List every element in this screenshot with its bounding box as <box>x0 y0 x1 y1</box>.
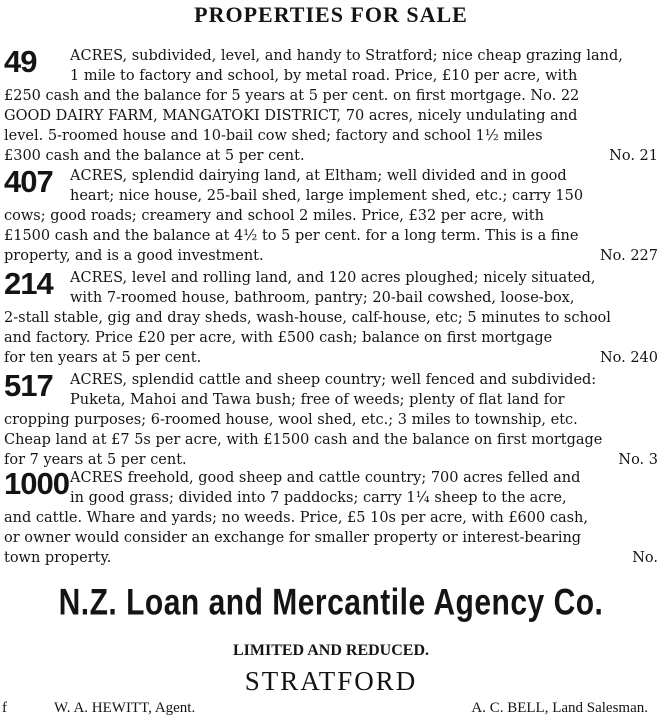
listing-line: town property. <box>4 550 112 566</box>
listing-line: £250 cash and the balance for 5 years at 5 per cent. on first mortgage. No. 22 <box>4 88 580 104</box>
listing-line: property, and is a good investment. <box>4 248 264 264</box>
listing-line: level. 5-roomed house and 10-bail cow shed; factory and school 1½ miles <box>4 128 543 144</box>
listing-line: £300 cash and the balance at 5 per cent. <box>4 148 305 164</box>
listing-line: for ten years at 5 per cent. <box>4 350 202 366</box>
listing-ref-number: No. 21 <box>609 148 658 164</box>
listing-line: ACRES, level and rolling land, and 120 acres ploughed; nicely situated, <box>70 270 596 286</box>
agent-name: W. A. HEWITT, Agent. <box>54 700 196 716</box>
listing-line: GOOD DAIRY FARM, MANGATOKI DISTRICT, 70 acres, nicely undulating and <box>4 108 578 124</box>
listing-acres-number: 214 <box>4 266 53 301</box>
footer <box>0 700 662 720</box>
listing-ref-number: No. <box>632 550 658 566</box>
listing-line: with 7-roomed house, bathroom, pantry; 20-bail cowshed, loose-box, <box>70 290 575 306</box>
listing-line: £1500 cash and the balance at 4½ to 5 per cent. for a long term. This is a fine <box>4 228 579 244</box>
page-title: PROPERTIES FOR SALE <box>194 2 468 27</box>
listing-line: heart; nice house, 25-bail shed, large implement shed, etc.; carry 150 <box>70 188 584 204</box>
listing-line: ACRES, splendid dairying land, at Eltham; well divided and in good <box>70 168 567 184</box>
listing-line: 2-stall stable, gig and dray sheds, wash-house, calf-house, etc; 5 minutes to school <box>4 310 611 326</box>
listing-line: and cattle. Whare and yards; no weeds. Price, £5 10s per acre, with £600 cash, <box>4 510 588 526</box>
agency-town: STRATFORD <box>244 666 418 696</box>
listing-line: Puketa, Mahoi and Tawa bush; free of weeds; plenty of flat land for <box>70 392 565 408</box>
salesman-name: A. C. BELL, Land Salesman. <box>471 700 648 716</box>
listing-line: ACRES, splendid cattle and sheep country; well fenced and subdivided: <box>70 372 597 388</box>
listing-acres-number: 517 <box>4 368 53 403</box>
listing-acres-number: 49 <box>4 44 37 79</box>
listing-ref-number: No. 240 <box>599 350 658 366</box>
listing-line: 1 mile to factory and school, by metal road. Price, £10 per acre, with <box>70 68 578 84</box>
listing-line: for 7 years at 5 per cent. <box>4 452 187 468</box>
listing-line: in good grass; divided into 7 paddocks; carry 1¼ sheep to the acre, <box>70 490 567 506</box>
listing-line: and factory. Price £20 per acre, with £500 cash; balance on first mortgage <box>4 330 553 346</box>
listing-line: ACRES, subdivided, level, and handy to Stratford; nice cheap grazing land, <box>70 48 623 64</box>
listing-line: Cheap land at £7 5s per acre, with £1500 cash and the balance on first mortgage <box>4 432 603 448</box>
agency-limited-line: LIMITED AND REDUCED. <box>232 642 430 659</box>
footer-mark: f <box>2 700 7 716</box>
listing-acres-number: 407 <box>4 164 53 199</box>
listing-line: or owner would consider an exchange for smaller property or interest-bearing <box>4 530 582 546</box>
listing-line: cows; good roads; creamery and school 2 miles. Price, £32 per acre, with <box>4 208 544 224</box>
agency-name: N.Z. Loan and Mercantile Agency Co. <box>58 581 604 623</box>
listing-line: ACRES freehold, good sheep and cattle country; 700 acres felled and <box>70 470 581 486</box>
listing-acres-number: 1000 <box>4 466 69 501</box>
listing-ref-number: No. 3 <box>618 452 658 468</box>
listing-line: cropping purposes; 6-roomed house, wool shed, etc.; 3 miles to township, etc. <box>4 412 578 428</box>
listing-ref-number: No. 227 <box>599 248 658 264</box>
